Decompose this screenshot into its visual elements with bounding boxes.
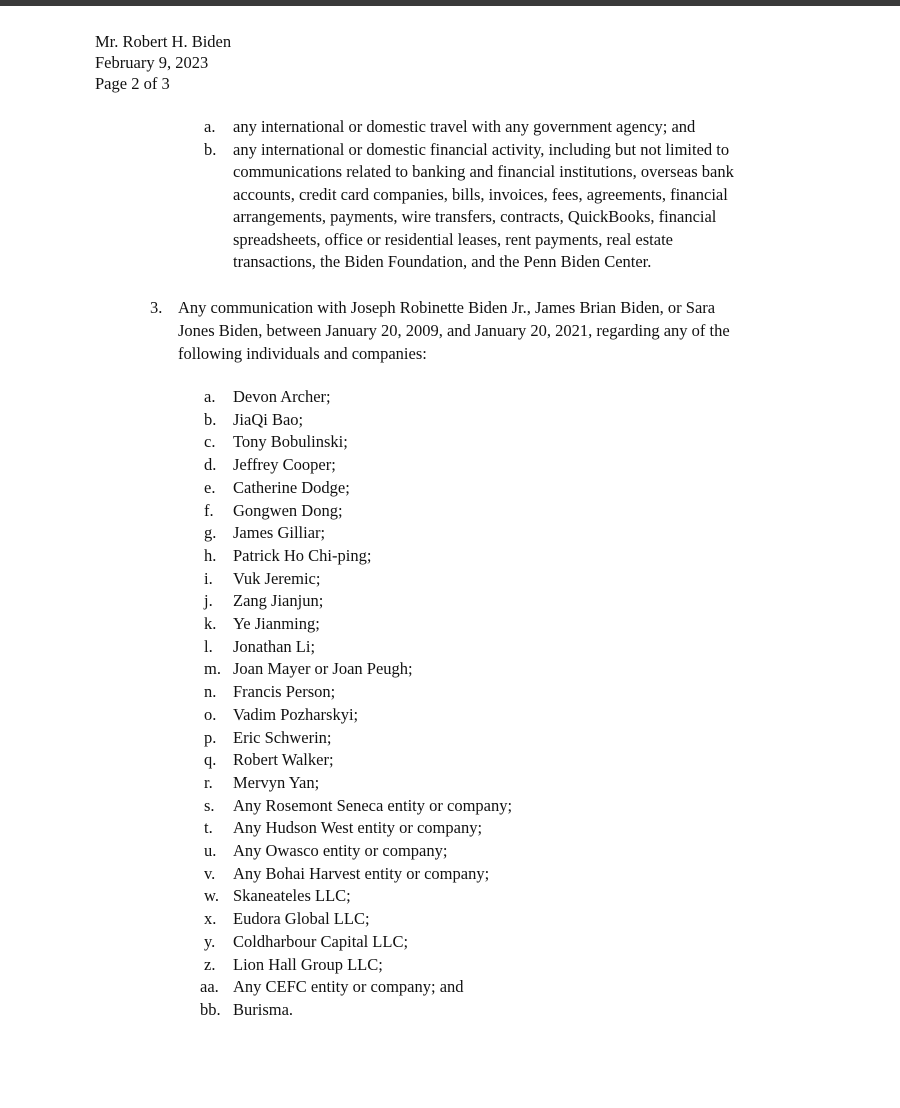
- list-item-text: Any Rosemont Seneca entity or company;: [233, 795, 513, 815]
- item-text-line: Jones Biden, between January 20, 2009, and January 20, 2021, regarding any of the: [178, 321, 730, 340]
- list-item: [200, 386, 800, 409]
- list-item-text: Eudora Global LLC;: [233, 909, 370, 929]
- list-item-text: Any Owasco entity or company;: [233, 841, 448, 861]
- list-item-text: Catherine Dodge;: [233, 477, 350, 497]
- list-item-label: t.: [204, 818, 213, 838]
- list-item: [200, 409, 800, 432]
- list-item-text-line: arrangements, payments, wire transfers, contracts, QuickBooks, financial: [233, 207, 717, 226]
- list-item-label: k.: [204, 614, 217, 634]
- list-item-text: Mervyn Yan;: [233, 772, 320, 792]
- list-item-label: n.: [204, 682, 217, 702]
- list-item-label: f.: [204, 500, 214, 520]
- list-item-text: Any Hudson West entity or company;: [233, 818, 483, 838]
- list-item: [200, 727, 800, 750]
- list-item-text: James Gilliar;: [233, 523, 326, 543]
- list-item-label: c.: [204, 432, 216, 452]
- list-item-label: j.: [204, 591, 213, 611]
- list-item-label: q.: [204, 750, 217, 770]
- list-item-label: x.: [204, 909, 217, 929]
- list-item-text: Skaneateles LLC;: [233, 886, 351, 906]
- list-item: [200, 522, 800, 545]
- list-item-text-line: any international or domestic financial activity, including but not limited to: [233, 139, 730, 159]
- list-item: [200, 477, 800, 500]
- list-item: [200, 817, 800, 840]
- list-item: [200, 545, 800, 568]
- list-item-text: Tony Bobulinski;: [233, 432, 348, 452]
- item-text-line: following individuals and companies:: [178, 344, 427, 363]
- list-item-label: b.: [204, 139, 217, 159]
- list-item: [200, 568, 800, 591]
- list-item-label: r.: [204, 772, 213, 792]
- list-item-text: Any CEFC entity or company; and: [233, 977, 464, 997]
- sub-list-a: [200, 116, 800, 274]
- list-item-text: Jeffrey Cooper;: [233, 455, 336, 475]
- list-item-text: Gongwen Dong;: [233, 500, 343, 520]
- list-item-label: l.: [204, 636, 213, 656]
- list-item: [200, 116, 800, 139]
- list-item: [200, 976, 800, 999]
- list-item-label: s.: [204, 795, 215, 815]
- list-item: [200, 885, 800, 908]
- list-item-text: Jonathan Li;: [233, 636, 316, 656]
- list-item-text: JiaQi Bao;: [233, 409, 304, 429]
- list-item: [200, 772, 800, 795]
- list-item-label: v.: [204, 863, 216, 883]
- list-item-label: b.: [204, 409, 217, 429]
- list-item-text: Francis Person;: [233, 682, 336, 702]
- list-item-text: Lion Hall Group LLC;: [233, 954, 383, 974]
- viewer-top-bar: [0, 0, 900, 6]
- list-item-label: aa.: [200, 977, 219, 997]
- list-item-text: Vuk Jeremic;: [233, 568, 321, 588]
- individuals-companies-list: [200, 386, 800, 1022]
- list-item-label: d.: [204, 455, 217, 475]
- list-item-text-line: accounts, credit card companies, bills, invoices, fees, agreements, financial: [233, 184, 728, 204]
- list-item-text-line: spreadsheets, office or residential leases, rent payments, real estate: [233, 229, 673, 249]
- list-item: [200, 908, 800, 931]
- list-item-label: e.: [204, 477, 216, 497]
- list-item-text: Burisma.: [233, 999, 294, 1019]
- list-item-label: p.: [204, 727, 217, 747]
- list-item: [200, 636, 800, 659]
- item-text-line: Any communication with Joseph Robinette Biden Jr., James Brian Biden, or Sara: [178, 298, 716, 317]
- list-item-label: m.: [204, 659, 221, 679]
- list-item-text: Any Bohai Harvest entity or company;: [233, 863, 490, 883]
- list-item-text-line: transactions, the Biden Foundation, and the Penn Biden Center.: [233, 252, 652, 271]
- list-item: [200, 658, 800, 681]
- list-item-text: Coldharbour Capital LLC;: [233, 931, 409, 951]
- list-item: [200, 681, 800, 704]
- list-item-label: h.: [204, 545, 217, 565]
- list-item-text: Patrick Ho Chi-ping;: [233, 545, 372, 565]
- list-item-text: Vadim Pozharskyi;: [233, 704, 359, 724]
- list-item-text: Eric Schwerin;: [233, 727, 332, 747]
- page-number: Page 2 of 3: [95, 74, 170, 93]
- list-item: [200, 954, 800, 977]
- list-item: [200, 931, 800, 954]
- letter-date: February 9, 2023: [95, 53, 209, 72]
- list-item: [200, 863, 800, 886]
- list-item: [200, 454, 800, 477]
- list-item-text: Robert Walker;: [233, 750, 334, 770]
- list-item: [200, 795, 800, 818]
- list-item: [200, 500, 800, 523]
- list-item: [200, 139, 800, 274]
- list-item-label: z.: [204, 954, 216, 974]
- list-item-label: i.: [204, 568, 213, 588]
- list-item-text: Zang Jianjun;: [233, 591, 324, 611]
- list-item-label: a.: [204, 387, 216, 406]
- list-item-text-line: any international or domestic travel with any government agency; and: [233, 117, 696, 136]
- list-item: [200, 431, 800, 454]
- list-item-text-line: communications related to banking and financial institutions, overseas bank: [233, 162, 734, 181]
- list-item-text: Ye Jianming;: [233, 614, 320, 634]
- list-item-text: Joan Mayer or Joan Peugh;: [233, 659, 413, 679]
- list-item: [200, 590, 800, 613]
- list-item-label: g.: [204, 523, 217, 543]
- item-text: [150, 296, 800, 365]
- list-item: [200, 613, 800, 636]
- list-item: [200, 999, 800, 1022]
- list-item-text: Devon Archer;: [233, 387, 331, 406]
- list-item-label: a.: [204, 117, 216, 136]
- letter-header: [95, 31, 231, 94]
- numbered-item-3: [150, 296, 800, 365]
- list-item: [200, 704, 800, 727]
- list-item: [200, 749, 800, 772]
- list-item-label: y.: [204, 931, 216, 951]
- item-number: 3.: [150, 298, 163, 317]
- recipient-name: Mr. Robert H. Biden: [95, 32, 232, 51]
- list-item: [200, 840, 800, 863]
- list-item-label: u.: [204, 841, 217, 861]
- list-item-label: w.: [204, 886, 219, 906]
- list-item-label: bb.: [200, 999, 221, 1019]
- list-item-label: o.: [204, 704, 217, 724]
